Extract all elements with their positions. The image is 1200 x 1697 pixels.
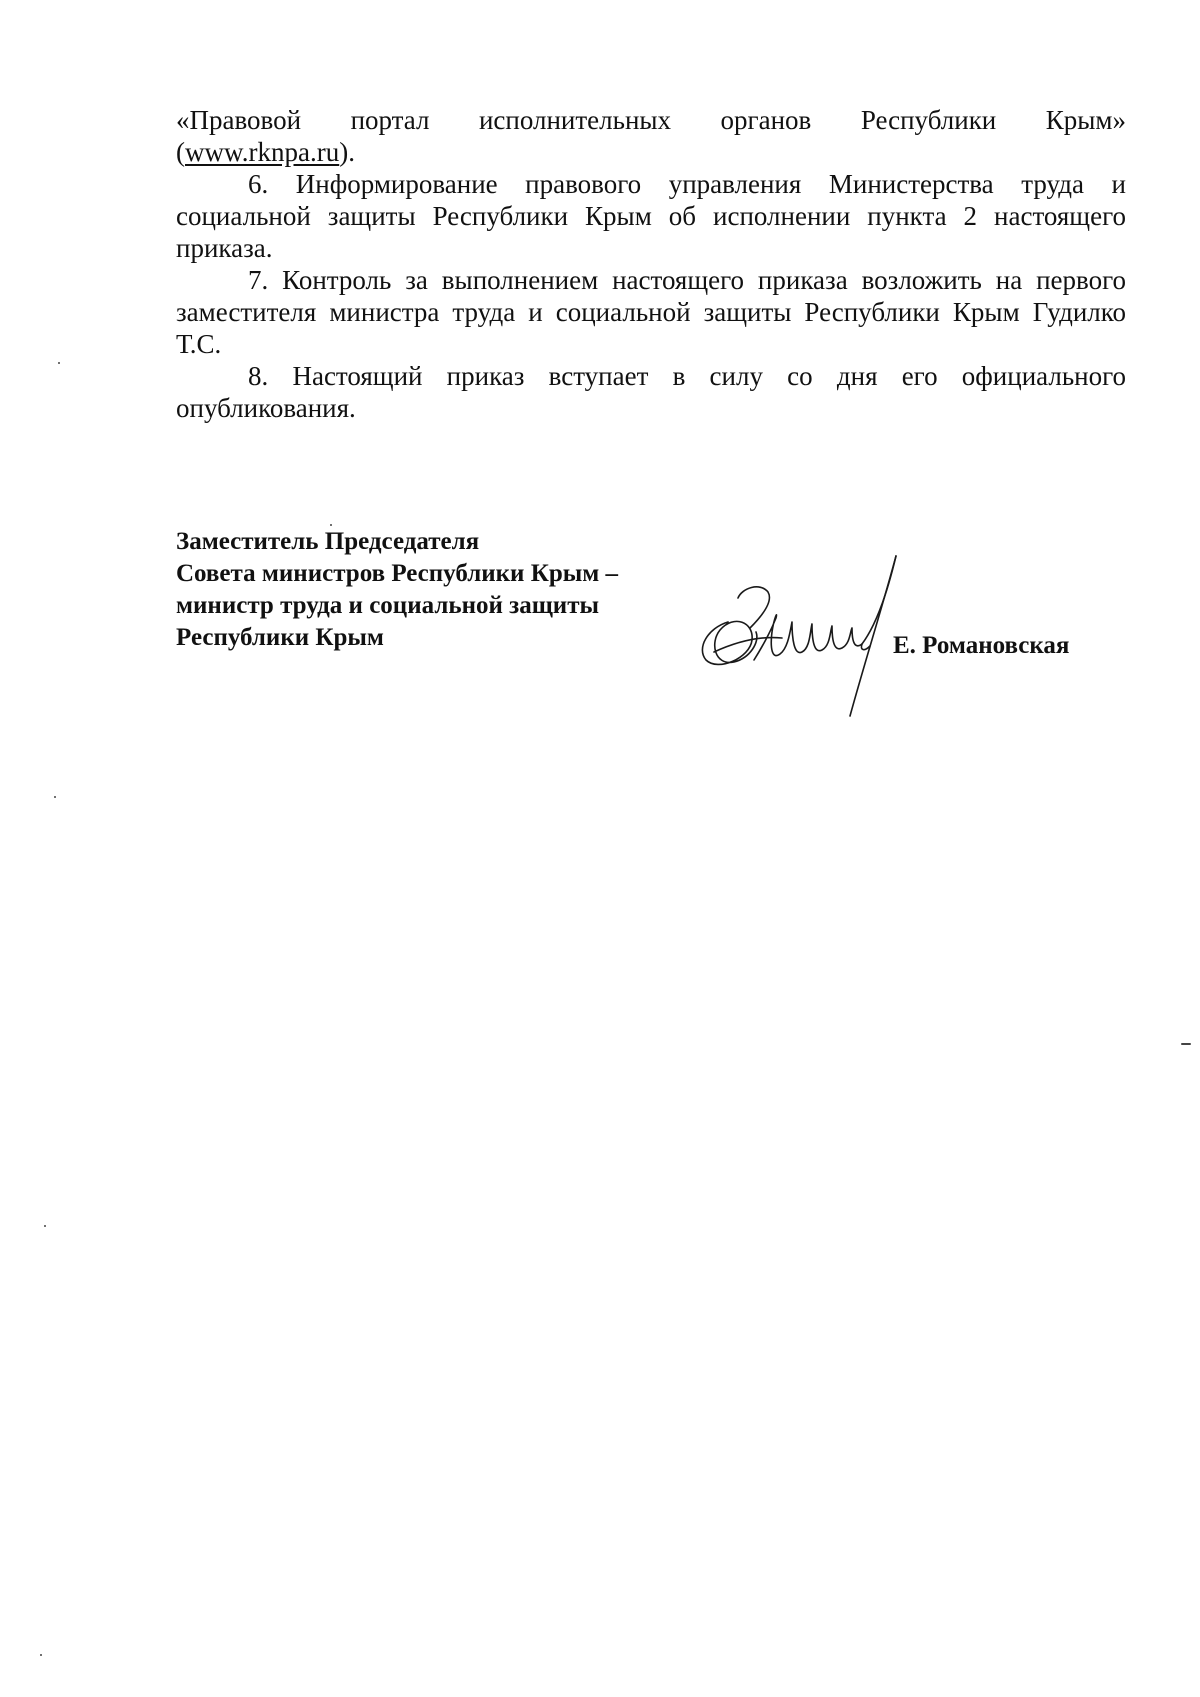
continuation-prefix: ( — [176, 137, 185, 167]
position-line: Республики Крым — [176, 624, 384, 651]
scan-speck — [40, 1654, 42, 1656]
scan-speck — [330, 524, 332, 526]
position-line: министр труда и социальной защиты — [176, 592, 599, 619]
word: «Правовой — [176, 105, 302, 135]
word: органов — [720, 105, 812, 135]
continuation-suffix: ). — [339, 137, 355, 167]
position-line: Совета министров Республики Крым – — [176, 560, 619, 587]
word: Крым» — [1045, 105, 1127, 135]
word: Республики — [860, 105, 997, 135]
paragraph-8: 8. Настоящий приказ вступает в силу со дня его официального опубликования. — [176, 361, 1126, 423]
position-line: Заместитель Председателя — [176, 528, 480, 555]
scan-speck — [44, 1225, 46, 1227]
signatory-position — [176, 526, 696, 654]
scan-speck — [54, 796, 56, 798]
scan-speck — [1181, 1043, 1191, 1045]
paragraph-6: 6. Информирование правового управления Министерства труда и социальной защиты Республики Крым об исполнении пункта 2 настоящего приказа. — [176, 169, 1126, 263]
scan-speck — [58, 362, 60, 364]
continuation-paragraph — [176, 104, 1126, 168]
word: исполнительных — [478, 105, 672, 135]
document-body — [176, 104, 1126, 424]
continuation-line-1 — [176, 104, 1126, 136]
word: портал — [350, 105, 430, 135]
paragraph-7: 7. Контроль за выполнением настоящего приказа возложить на первого заместителя министра труда и социальной защиты Республики Крым Гудилко Т.С. — [176, 265, 1126, 359]
signer-name: Е. Романовская — [893, 632, 1070, 659]
portal-link[interactable]: www.rknpa.ru — [185, 137, 340, 167]
